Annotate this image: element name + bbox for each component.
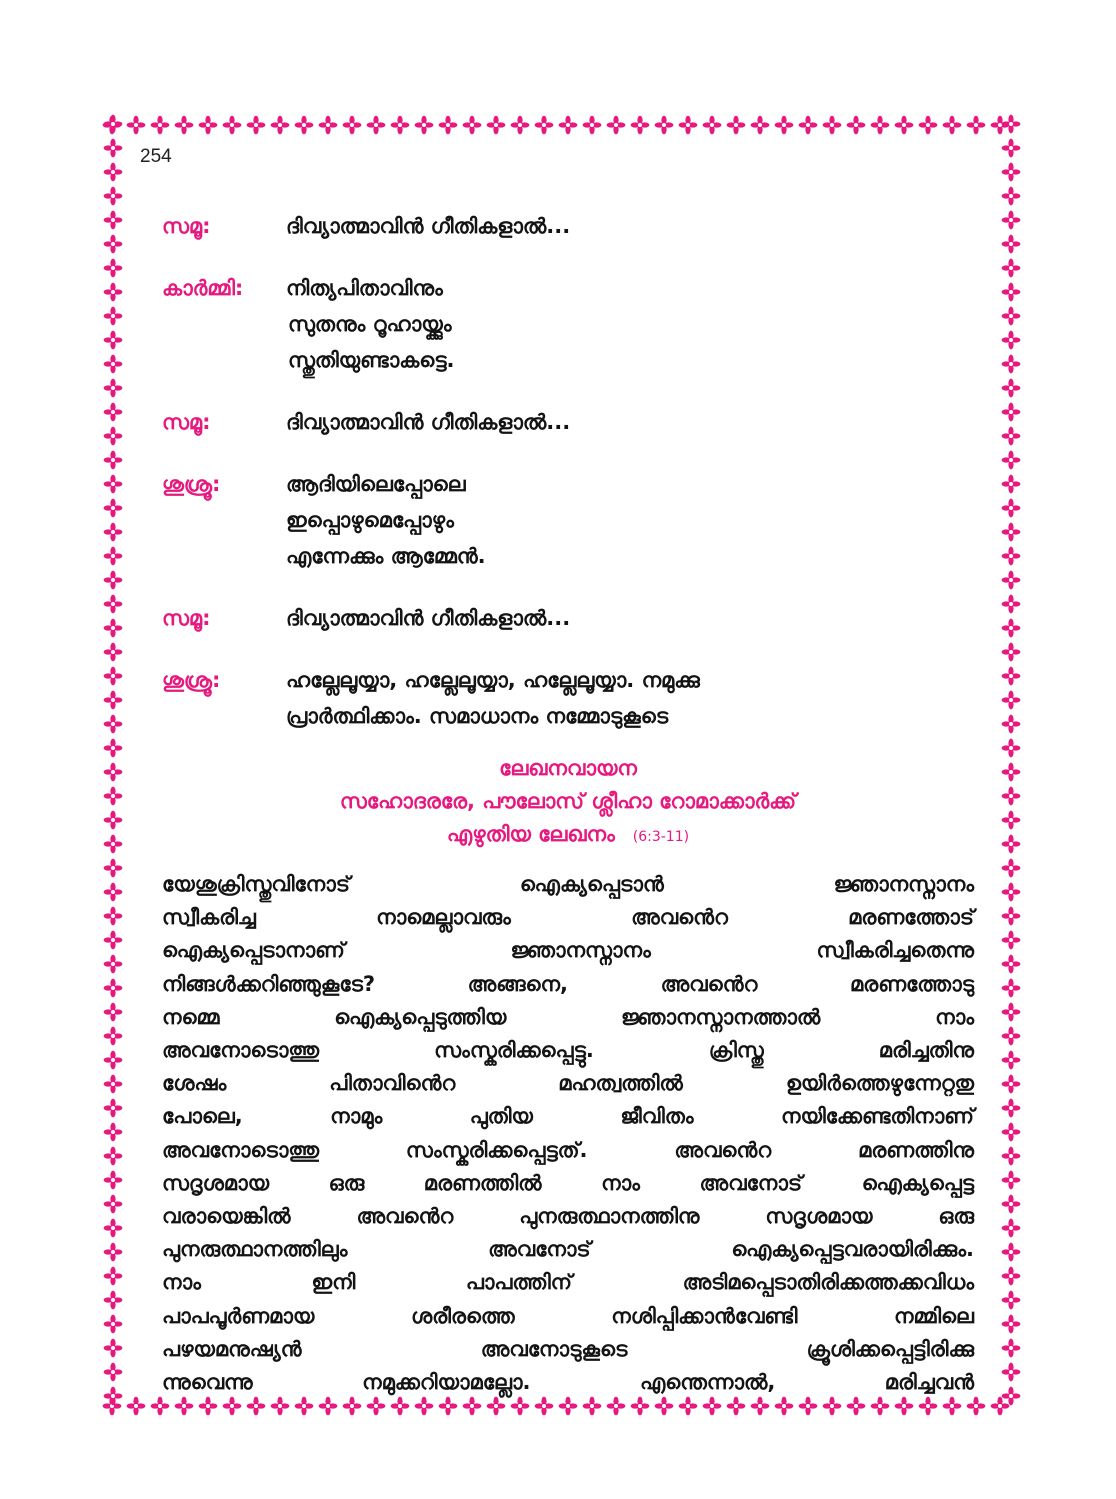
exchange: [162, 404, 974, 440]
exchange: [162, 208, 974, 244]
response-line: എന്നേക്കും ആമ്മേൻ.: [286, 544, 486, 568]
response-line: ഹല്ലേലൂയ്യാ, ഹല്ലേലൂയ്യാ, ഹല്ലേലൂയ്യാ. നമുക്കു: [286, 668, 700, 692]
response-lines: [286, 466, 974, 574]
reading-line: വരായെങ്കിൽ അവൻെറ പുനരുത്ഥാനത്തിനു സദൃശമായ ഒരു: [162, 1204, 974, 1229]
exchange: [162, 662, 974, 734]
reading-line: ന്നുവെന്നു നമുക്കറിയാമല്ലോ. എന്തെന്നാൽ, മരിച്ചവൻ: [162, 1370, 974, 1395]
reading-line: സ്വീകരിച്ച നാമെല്ലാവരും അവൻെറ മരണത്തോട്: [162, 905, 974, 930]
page-number: 254: [140, 146, 172, 167]
reading-line: യേശുക്രിസ്തുവിനോട് ഐക്യപ്പെടാൻ ജ്ഞാനസ്നാനം: [162, 872, 974, 896]
content: [162, 208, 974, 1399]
reading-line: പോലെ, നാമും പുതിയ ജീവിതം നയിക്കേണ്ടതിനാണ്: [162, 1104, 974, 1129]
reading-line: നിങ്ങൾക്കറിഞ്ഞുകൂടേ? അങ്ങനെ, അവൻെറ മരണത്തോടു: [162, 971, 974, 996]
reading-line: പുനരുത്ഥാനത്തിലും അവനോട് ഐക്യപ്പെട്ടവരായിരിക്കും.: [162, 1237, 974, 1262]
speaker-label: സമൂ:: [162, 410, 211, 434]
floral-border-top: [100, 112, 1024, 138]
reading-subtitle-line1: സഹോദരരേ, പൗലോസ് ശ്ലീഹാ റോമാക്കാർക്ക്: [339, 789, 797, 813]
reading-line: നാം ഇനി പാപത്തിന് അടിമപ്പെടാതിരിക്കത്തക്കവിധം: [162, 1270, 974, 1295]
response-line: ആദിയിലെപ്പോലെ: [286, 472, 466, 496]
response-lines: [286, 662, 974, 734]
response-line: ദിവ്യാത്മാവിൻ ഗീതികളാൽ...: [286, 214, 571, 238]
reading-line: അവനോടൊത്തു സംസ്കരിക്കപ്പെട്ടത്. അവൻെറ മരണത്തിനു: [162, 1137, 974, 1162]
response-line: പ്രാർത്ഥിക്കാം. സമാധാനം നമ്മോടുകൂടെ: [286, 704, 669, 728]
speaker-label: കാർമ്മി:: [162, 276, 244, 300]
response-line: ദിവ്യാത്മാവിൻ ഗീതികളാൽ...: [286, 606, 571, 630]
exchange: [162, 466, 974, 574]
response-line: ഇപ്പൊഴുമെപ്പോഴും: [286, 508, 454, 532]
speaker-label: സമൂ:: [162, 606, 211, 630]
reading-subtitle-line2: [162, 818, 974, 854]
reading-title: ലേഖനവായന: [499, 756, 637, 780]
reading-line: പാപപൂർണമായ ശരീരത്തെ നശിപ്പിക്കാൻവേണ്ടി നമ്മിലെ: [162, 1303, 974, 1328]
reading-line: സദൃശമായ ഒരു മരണത്തിൽ നാം അവനോട് ഐക്യപ്പെട്ട: [162, 1170, 974, 1195]
response-lines: [286, 270, 974, 378]
floral-border-right: [998, 112, 1024, 1419]
floral-border-left: [100, 112, 126, 1419]
response-lines: [286, 208, 974, 244]
exchange: [162, 270, 974, 378]
reading-line: ശേഷം പിതാവിൻെറ മഹത്വത്തിൽ ഉയിർത്തെഴുന്നേറ്റതു: [162, 1071, 974, 1096]
response-lines: [286, 600, 974, 636]
exchange: [162, 600, 974, 636]
speaker-label: സമൂ:: [162, 214, 211, 238]
reading-heading: [162, 752, 974, 854]
reading-line: അവനോടൊത്തു സംസ്കരിക്കപ്പെട്ടു. ക്രിസ്തു മരിച്ചതിനു: [162, 1038, 974, 1063]
response-line: സുതനും റൂഹായ്ക്കും: [288, 312, 452, 336]
reading-body: [162, 868, 974, 1399]
reading-line: പഴയമനുഷ്യൻ അവനോടുകൂടെ ക്രൂശിക്കപ്പെട്ടിരിക്കു: [162, 1336, 974, 1361]
response-lines: [286, 404, 974, 440]
response-line: ദിവ്യാത്മാവിൻ ഗീതികളാൽ...: [286, 410, 571, 434]
response-line: സ്തുതിയുണ്ടാകട്ടെ.: [288, 348, 455, 372]
response-line: നിത്യപിതാവിനും: [286, 276, 443, 300]
reading-subtitle-text: എഴുതിയ ലേഖനം: [446, 822, 615, 846]
speaker-label: ശുശ്രൂ:: [162, 668, 221, 692]
speaker-label: ശുശ്രൂ:: [162, 472, 221, 496]
reading-reference: (6:3-11): [632, 829, 690, 845]
reading-line: ഐക്യപ്പെടാനാണ് ജ്ഞാനസ്നാനം സ്വീകരിച്ചതെന്നു: [162, 938, 974, 963]
reading-line: നമ്മെ ഐക്യപ്പെടുത്തിയ ജ്ഞാനസ്നാനത്താൽ നാം: [162, 1004, 974, 1029]
